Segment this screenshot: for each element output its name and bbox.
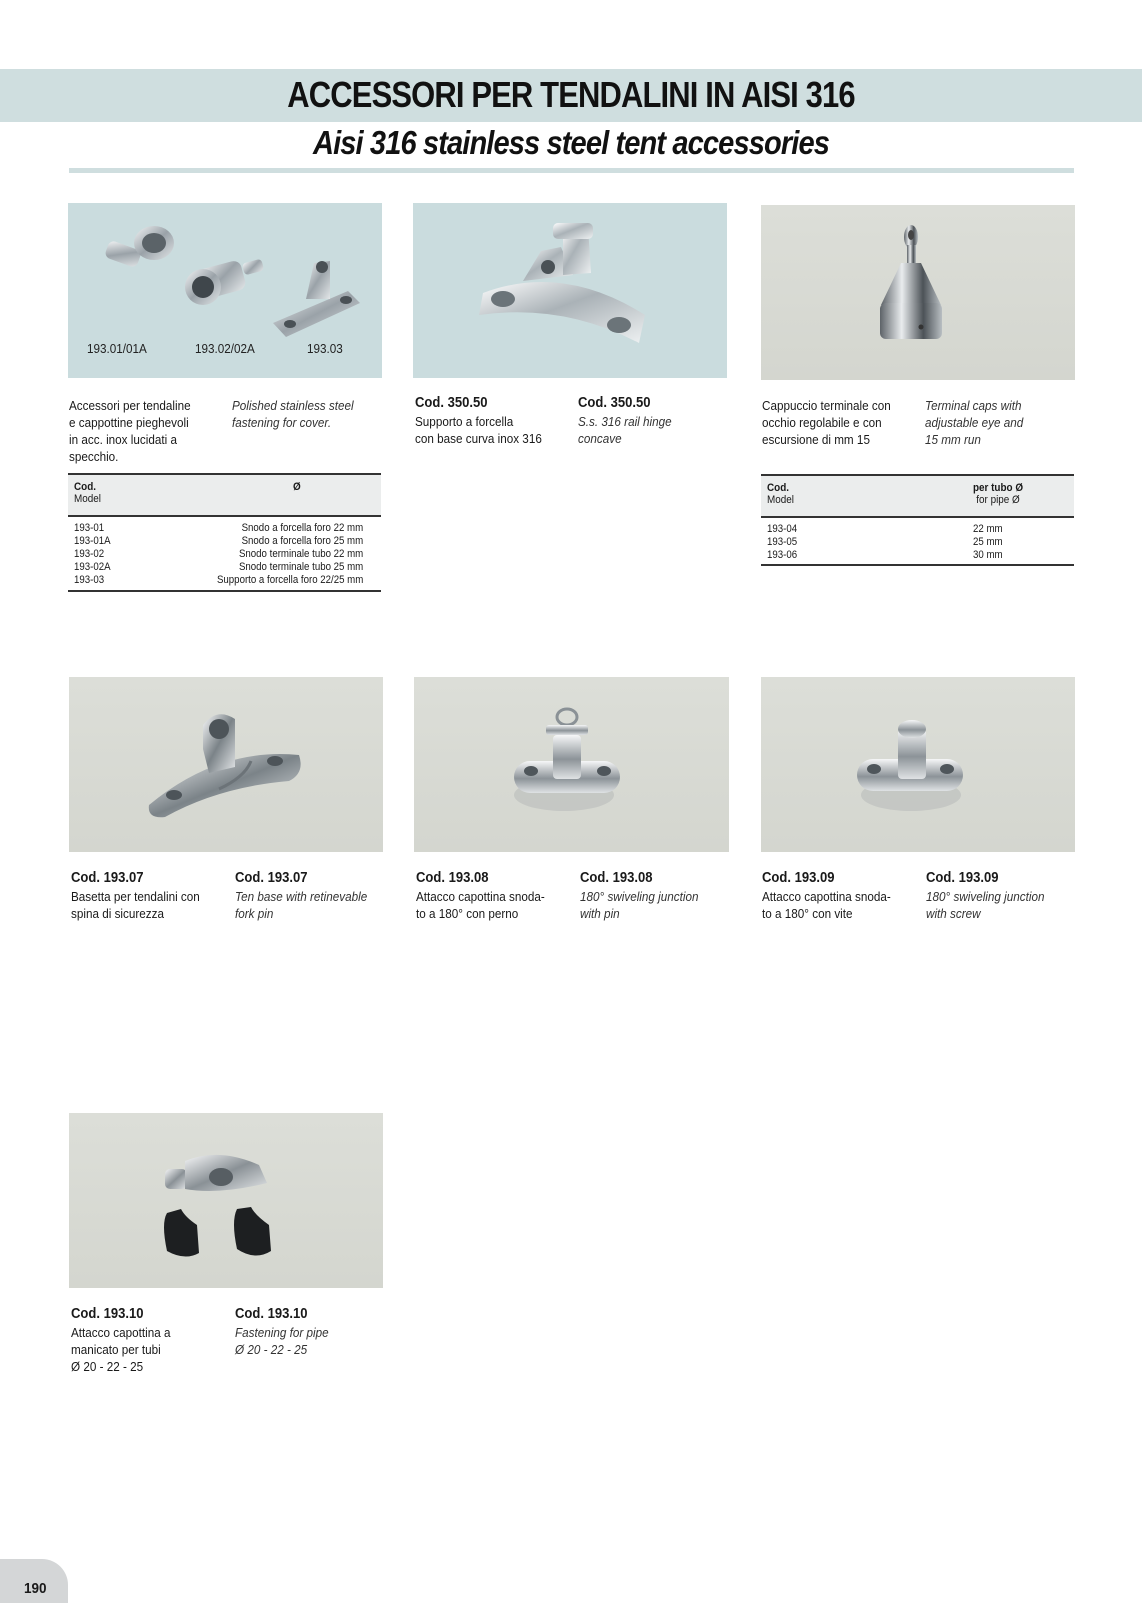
table-cell-desc: Snodo a forcella foro 25 mm — [241, 535, 363, 547]
product-photo-193-04 — [761, 205, 1075, 380]
desc-line: Terminal caps with — [925, 398, 1022, 413]
product-code: Cod. 193.08 — [580, 870, 653, 886]
product-description-en — [235, 1306, 329, 1358]
swivel-screw-image — [761, 677, 1075, 852]
table-cell-size: 22 mm — [973, 523, 1003, 535]
desc-line: Attacco capottina snoda- — [762, 889, 891, 904]
product-code: Cod. 193.09 — [762, 870, 835, 886]
table-cell-code: 193-03 — [74, 574, 105, 586]
photo-label: 193.02/02A — [195, 341, 255, 356]
column-header-code: Cod. Model — [767, 482, 794, 506]
product-description-en — [926, 870, 1045, 922]
column-header-pipe-diameter: per tubo Ø for pipe Ø — [972, 482, 1024, 506]
tent-base-image — [69, 677, 383, 852]
table-cell-code: 193-05 — [767, 536, 798, 548]
terminal-cap-image — [761, 205, 1075, 380]
desc-line: with screw — [926, 906, 981, 921]
desc-line: occhio regolabile e con — [762, 415, 882, 430]
product-description-en — [235, 870, 367, 922]
product-description-it — [415, 395, 542, 447]
desc-line: to a 180° con vite — [762, 906, 853, 921]
desc-line: Attacco capottina a — [71, 1325, 171, 1340]
table-rule — [761, 516, 1074, 518]
table-cell-code: 193-02 — [74, 548, 105, 560]
desc-line: to a 180° con perno — [416, 906, 519, 921]
desc-line: S.s. 316 rail hinge — [578, 414, 672, 429]
product-description-en — [578, 395, 672, 447]
header-rule — [69, 168, 1074, 173]
model-table-193-04 — [761, 474, 1074, 568]
table-cell-desc: Supporto a forcella foro 22/25 mm — [216, 574, 363, 586]
product-code: Cod. 193.07 — [71, 870, 144, 886]
product-description-it — [762, 870, 891, 922]
desc-line: Ten base with retinevable — [235, 889, 368, 904]
product-description-it — [416, 870, 545, 922]
page-title: ACCESSORI PER TENDALINI IN AISI 316 — [287, 74, 855, 115]
product-code: Cod. 193.10 — [71, 1306, 144, 1322]
desc-line: manicato per tubi — [71, 1342, 161, 1357]
desc-line: adjustable eye and — [925, 415, 1024, 430]
table-cell-code: 193-04 — [767, 523, 798, 535]
desc-line: fork pin — [235, 906, 274, 921]
product-description-it — [71, 1306, 171, 1375]
product-code: Cod. 193.10 — [235, 1306, 308, 1322]
table-rule — [68, 515, 381, 517]
desc-line: 180° swiveling junction — [580, 889, 699, 904]
model-table-193-01 — [68, 473, 381, 593]
product-code: Cod. 350.50 — [415, 395, 488, 411]
product-photo-193-08 — [414, 677, 729, 852]
product-description-en — [580, 870, 699, 922]
page-subtitle: Aisi 316 stainless steel tent accessories — [312, 124, 830, 161]
table-cell-code: 193-06 — [767, 549, 798, 561]
desc-line: Basetta per tendalini con — [71, 889, 200, 904]
product-code: Cod. 193.08 — [416, 870, 489, 886]
page-number: 190 — [24, 1580, 47, 1597]
desc-line: Accessori per tendaline — [69, 398, 191, 413]
desc-line: con base curva inox 316 — [415, 431, 542, 446]
desc-line: fastening for cover. — [232, 415, 332, 430]
product-photo-193-09 — [761, 677, 1075, 852]
desc-line: 15 mm run — [925, 432, 981, 447]
desc-line: Cappuccio terminale con — [762, 398, 891, 413]
desc-line: Fastening for pipe — [235, 1325, 329, 1340]
desc-line: specchio. — [69, 449, 119, 464]
desc-line: concave — [578, 431, 622, 446]
product-description-en — [925, 397, 1023, 448]
table-cell-code: 193-01A — [74, 535, 111, 547]
desc-line: e cappottine pieghevoli — [69, 415, 189, 430]
product-photo-193-10 — [69, 1113, 383, 1288]
desc-line: Polished stainless steel — [232, 398, 354, 413]
product-code: Cod. 350.50 — [578, 395, 651, 411]
table-cell-size: 25 mm — [973, 536, 1003, 548]
product-photo-193-07 — [69, 677, 383, 852]
product-code: Cod. 193.09 — [926, 870, 999, 886]
product-description-it — [69, 397, 191, 465]
product-description-it — [71, 870, 200, 922]
table-cell-code: 193-01 — [74, 522, 105, 534]
desc-line: Ø 20 - 22 - 25 — [71, 1359, 144, 1374]
column-header-diameter: Ø — [293, 481, 301, 493]
table-cell-size: 30 mm — [973, 549, 1003, 561]
product-code: Cod. 193.07 — [235, 870, 308, 886]
desc-line: Attacco capottina snoda- — [416, 889, 545, 904]
desc-line: escursione di mm 15 — [762, 432, 870, 447]
table-rule — [761, 564, 1074, 566]
photo-label: 193.01/01A — [87, 341, 147, 356]
desc-line: Ø 20 - 22 - 25 — [235, 1342, 308, 1357]
table-cell-desc: Snodo terminale tubo 22 mm — [238, 548, 363, 560]
table-cell-desc: Snodo terminale tubo 25 mm — [238, 561, 363, 573]
desc-line: in acc. inox lucidati a — [69, 432, 177, 447]
table-cell-code: 193-02A — [74, 561, 111, 573]
product-photo-193-01 — [68, 203, 382, 378]
table-header — [68, 475, 381, 515]
swivel-pin-image — [414, 677, 729, 852]
rail-hinge-image — [413, 203, 727, 378]
desc-line: spina di sicurezza — [71, 906, 164, 921]
product-photo-350-50 — [413, 203, 727, 378]
column-header-code: Cod. Model — [74, 481, 101, 505]
desc-line: with pin — [580, 906, 620, 921]
table-cell-desc: Snodo a forcella foro 22 mm — [241, 522, 363, 534]
desc-line: 180° swiveling junction — [926, 889, 1045, 904]
table-rule — [68, 590, 381, 592]
photo-label: 193.03 — [307, 341, 343, 356]
pipe-fastening-image — [69, 1113, 383, 1288]
product-description-it — [762, 397, 891, 448]
desc-line: Supporto a forcella — [415, 414, 514, 429]
product-description-en — [232, 397, 354, 431]
